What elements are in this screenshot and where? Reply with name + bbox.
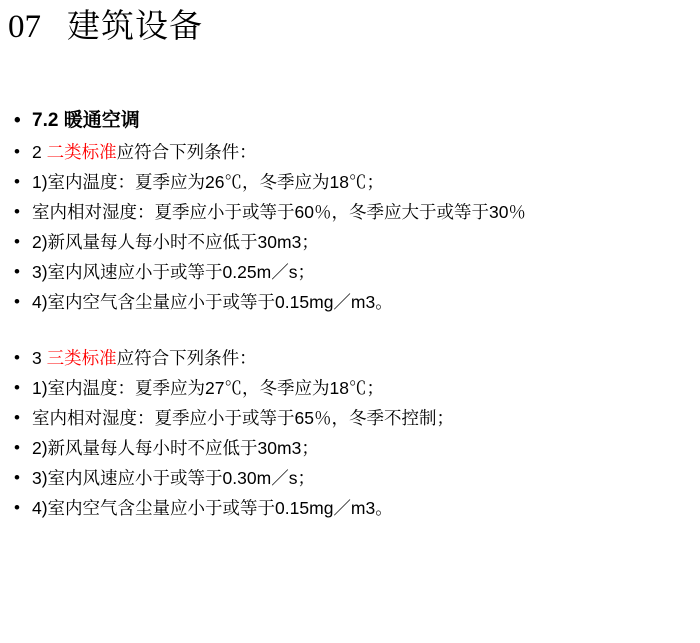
bullet-line-item-3-4 (8, 493, 698, 523)
bullet-line-item-2-1 (8, 167, 698, 197)
line-text-segment: 3 (32, 348, 47, 368)
line-text-segment: 4)室内空气含尘量应小于或等于0.15mg／m3。 (32, 292, 393, 312)
bullet-icon: • (14, 408, 20, 427)
bullet-line-item-2-3 (8, 257, 698, 287)
bullet-icon: • (14, 378, 20, 397)
bullet-icon: • (14, 348, 20, 367)
line-text-segment: 应符合下列条件： (116, 348, 257, 368)
line-spacer (8, 317, 698, 343)
bullet-icon: • (14, 468, 20, 487)
bullet-line-item-2-4 (8, 287, 698, 317)
line-text-segment: 三类标准 (46, 348, 117, 368)
bullet-icon: • (14, 292, 20, 311)
bullet-icon: • (14, 202, 20, 221)
line-text-segment: 2 (32, 142, 47, 162)
line-text-segment: 二类标准 (46, 142, 117, 162)
line-text-segment: 室内相对湿度：夏季应小于或等于60％，冬季应大于或等于30％ (32, 202, 526, 222)
line-text-segment: 1)室内温度：夏季应为26℃，冬季应为18℃； (32, 172, 384, 192)
line-text-segment: 2)新风量每人每小时不应低于30m3； (32, 232, 319, 252)
line-text-segment: 应符合下列条件： (116, 142, 257, 162)
bullet-line-item-3-1 (8, 373, 698, 403)
bullet-icon: • (14, 262, 20, 281)
line-text-segment: 室内相对湿度：夏季应小于或等于65％，冬季不控制； (32, 408, 454, 428)
slide-number: 07 (8, 9, 41, 45)
bullet-icon: • (14, 142, 20, 161)
line-text-segment: 3)室内风速应小于或等于0.30m／s； (32, 468, 315, 488)
bullet-line-item-2 (8, 137, 698, 167)
slide-title-text: 建筑设备 (67, 7, 203, 44)
slide-body (8, 105, 698, 523)
line-text-segment: 2)新风量每人每小时不应低于30m3； (32, 438, 319, 458)
bullet-line-item-3 (8, 343, 698, 373)
line-text-segment: 1)室内温度：夏季应为27℃，冬季应为18℃； (32, 378, 384, 398)
line-text-segment: 4)室内空气含尘量应小于或等于0.15mg／m3。 (32, 498, 393, 518)
bullet-line-item-2-humidity (8, 197, 698, 227)
bullet-line-item-3-humidity (8, 403, 698, 433)
bullet-line-heading (8, 105, 698, 137)
bullet-icon: • (14, 110, 21, 131)
bullet-icon: • (14, 232, 20, 251)
bullet-line-item-3-3 (8, 463, 698, 493)
bullet-icon: • (14, 498, 20, 517)
bullet-icon: • (14, 438, 20, 457)
line-text-segment: 3)室内风速应小于或等于0.25m／s； (32, 262, 315, 282)
line-text-segment: 7.2 暖通空调 (32, 110, 140, 131)
page-title (8, 4, 203, 49)
bullet-line-item-2-2 (8, 227, 698, 257)
bullet-line-item-3-2 (8, 433, 698, 463)
bullet-icon: • (14, 172, 20, 191)
